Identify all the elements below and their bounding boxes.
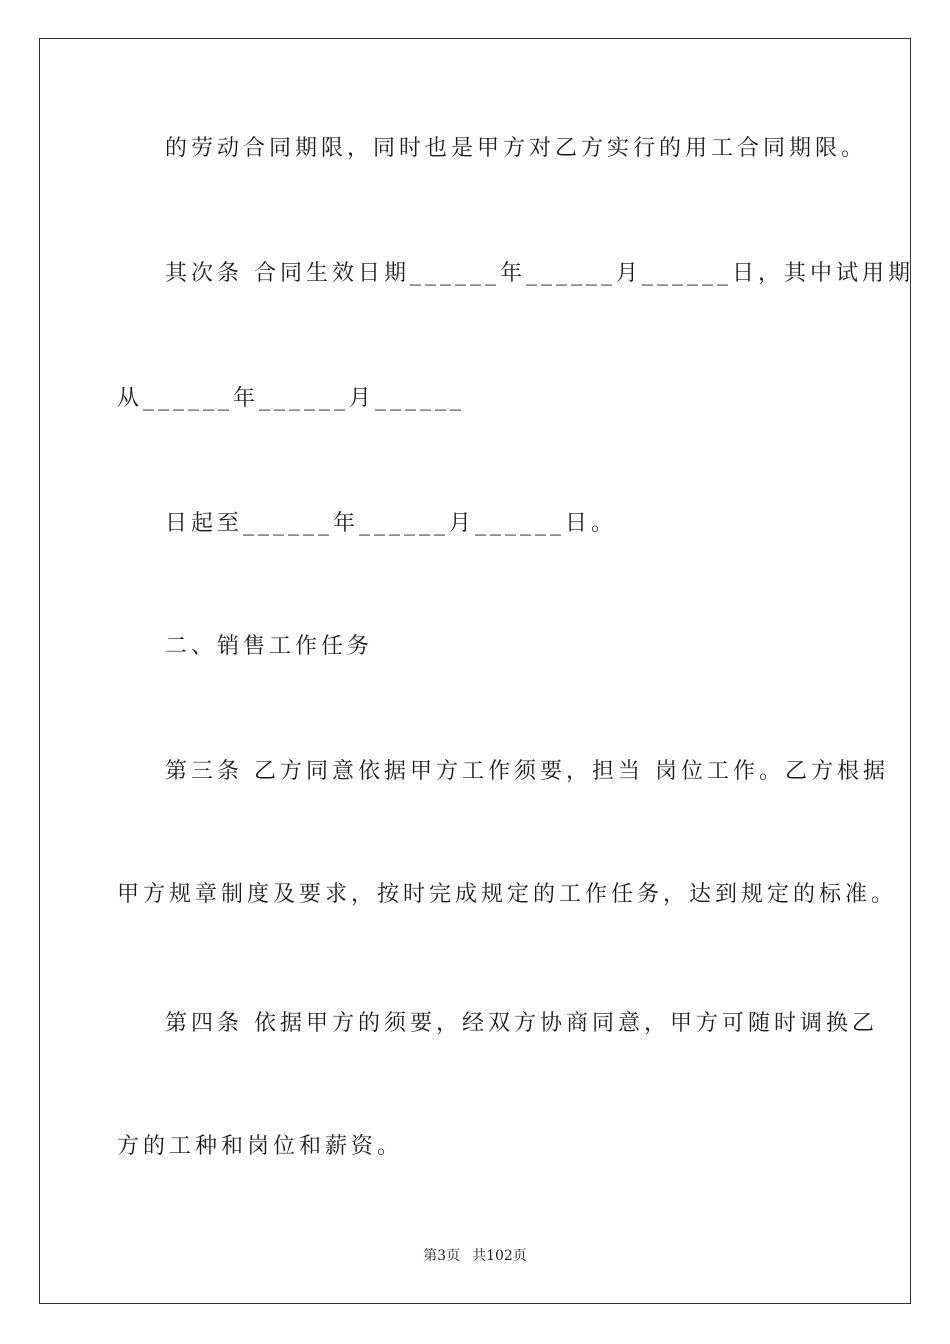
body-line: 日起至______年______月______日。: [165, 511, 618, 536]
body-line: 从______年______月______: [117, 386, 466, 411]
page-frame: [39, 38, 911, 1304]
page-number: 第3页: [423, 1248, 461, 1264]
section-heading: 二、销售工作任务: [165, 634, 374, 659]
body-line: 方的工种和岗位和薪资。: [117, 1134, 404, 1159]
body-line: 甲方规章制度及要求，按时完成规定的工作任务，达到规定的标准。: [117, 882, 898, 907]
body-line: 第三条 乙方同意依据甲方工作须要，担当 岗位工作。乙方根据: [165, 759, 889, 784]
body-line: 第四条 依据甲方的须要，经双方协商同意，甲方可随时调换乙: [165, 1011, 878, 1036]
page-footer: [0, 1245, 950, 1265]
body-line: 其次条 合同生效日期______年______月______日，其中试用期: [165, 261, 914, 286]
page-total: 共102页: [472, 1248, 527, 1264]
body-line: 的劳动合同期限，同时也是甲方对乙方实行的用工合同期限。: [165, 136, 868, 161]
